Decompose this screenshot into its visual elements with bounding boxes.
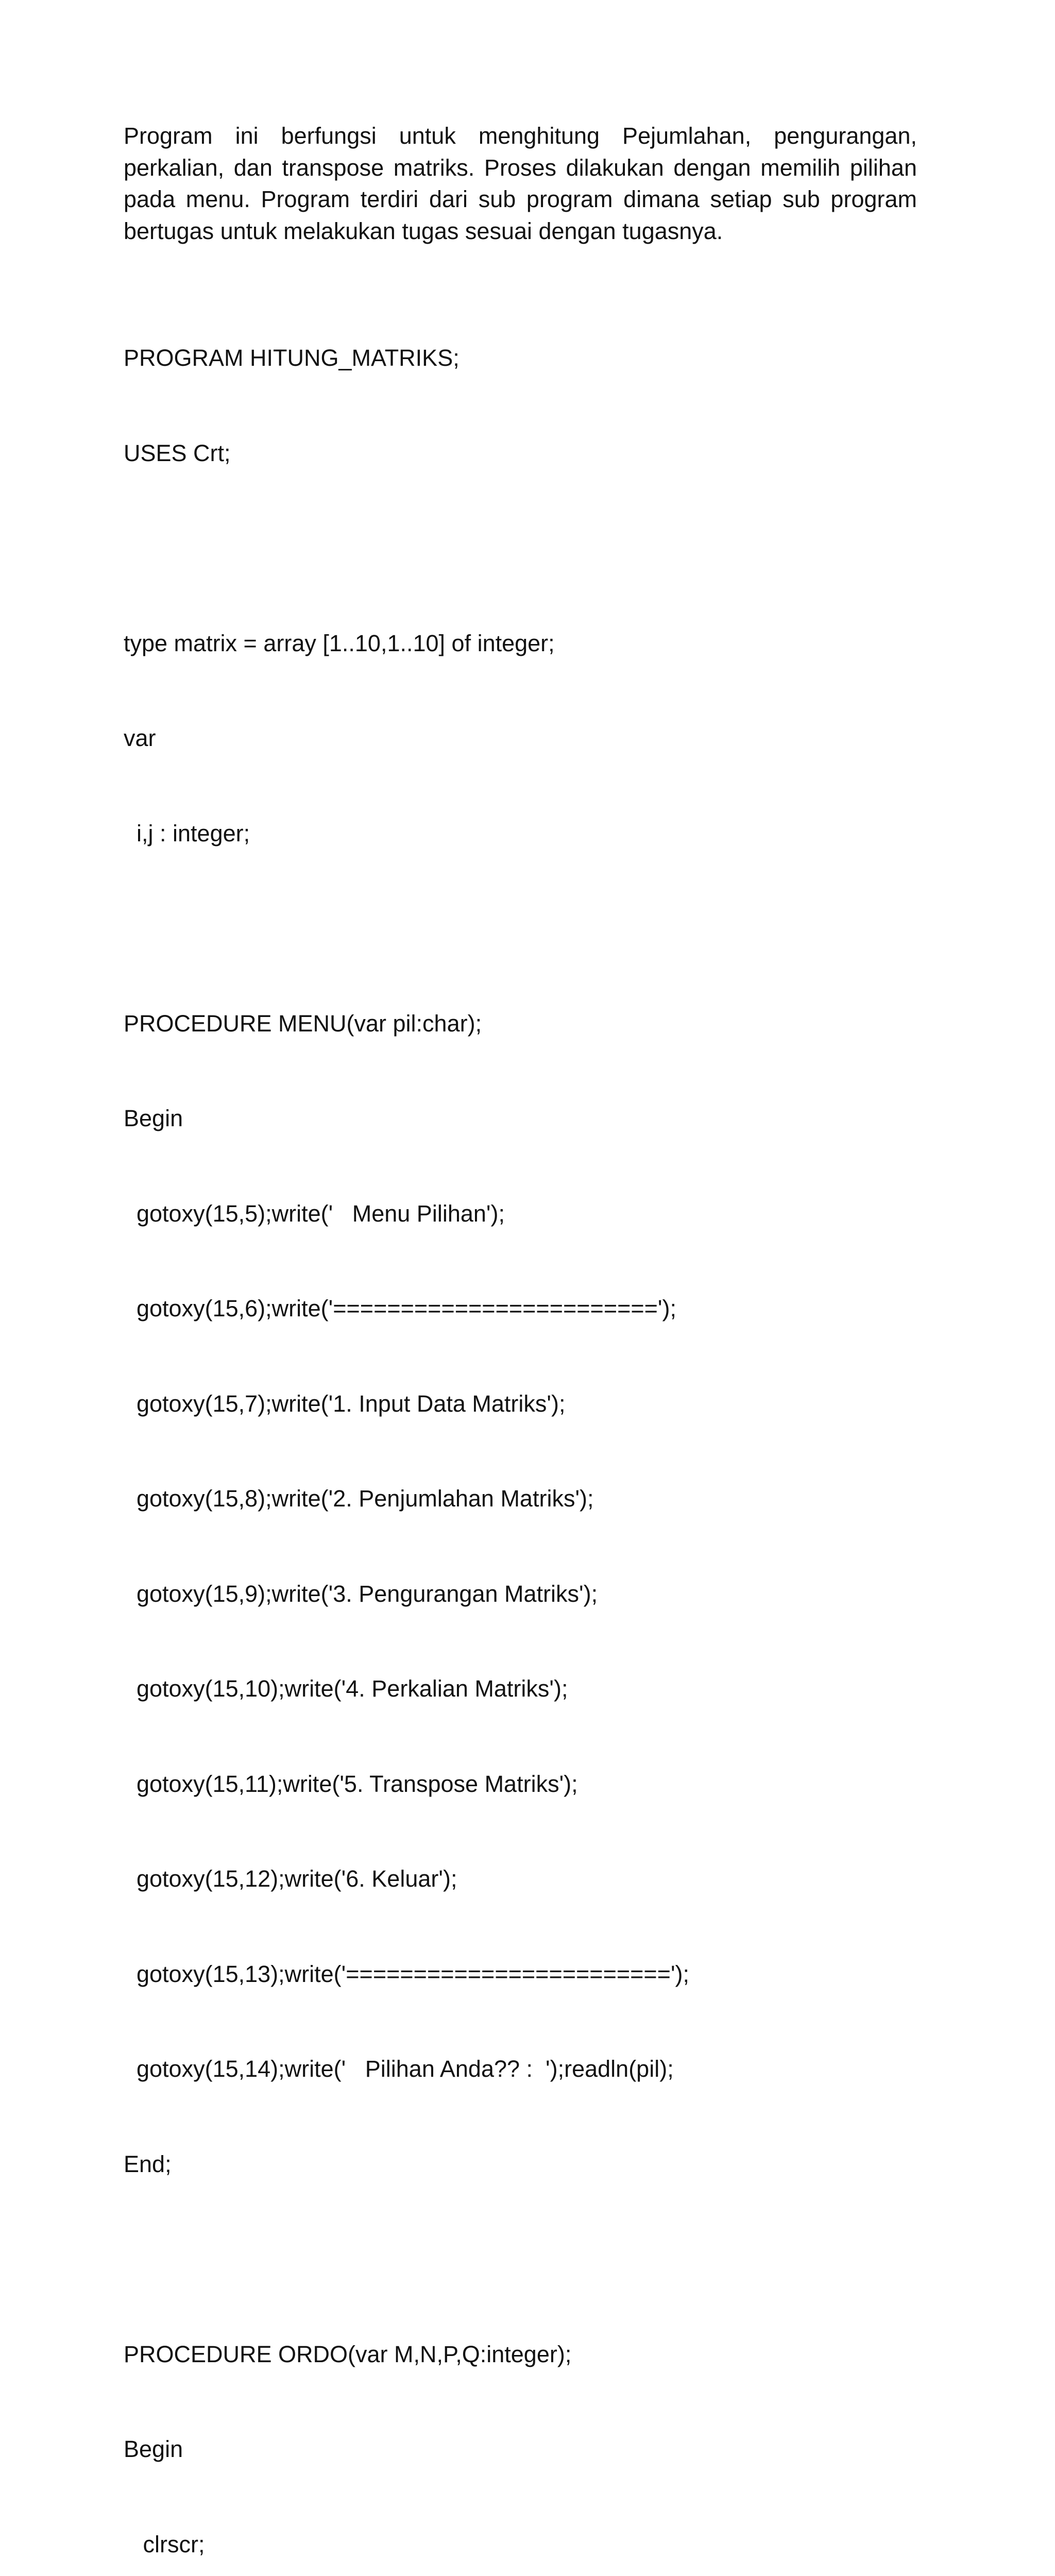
code-line: USES Crt; [124, 439, 231, 466]
code-line: gotoxy(15,8);write('2. Penjumlahan Matriks'); [124, 1485, 594, 1512]
code-line: clrscr; [124, 2531, 205, 2557]
intro-paragraph: Program ini berfungsi untuk menghitung Pejumlahan, pengurangan, perkalian, dan transpose matriks. Proses dilakukan dengan memilih pilihan pada menu. Program terdiri dari sub program dimana setiap sub program bertugas untuk melakukan tugas sesuai dengan tugasnya. [124, 123, 917, 244]
code-line: var [124, 725, 156, 751]
code-line: i,j : integer; [124, 820, 250, 846]
code-line: gotoxy(15,11);write('5. Transpose Matriks'); [124, 1770, 578, 1797]
code-line: PROCEDURE ORDO(var M,N,P,Q:integer); [124, 2341, 572, 2367]
code-line: gotoxy(15,9);write('3. Pengurangan Matriks'); [124, 1580, 598, 1607]
code-line: gotoxy(15,14);write(' Pilihan Anda?? : ');readln(pil); [124, 2056, 674, 2082]
code-line: gotoxy(15,10);write('4. Perkalian Matriks'); [124, 1675, 568, 1702]
code-line: Begin [124, 1105, 183, 1131]
code-line: Begin [124, 2436, 183, 2462]
code-line: gotoxy(15,12);write('6. Keluar'); [124, 1866, 457, 1892]
code-listing [124, 279, 689, 2576]
code-line: PROGRAM HITUNG_MATRIKS; [124, 345, 460, 371]
code-line [124, 912, 689, 944]
code-line: End; [124, 2150, 172, 2177]
code-line: gotoxy(15,13);write('========================'); [124, 1960, 690, 1987]
code-line: type matrix = array [1..10,1..10] of integer; [124, 630, 555, 656]
code-line: PROCEDURE MENU(var pil:char); [124, 1010, 482, 1037]
code-line: gotoxy(15,6);write('========================'); [124, 1295, 677, 1321]
code-line: gotoxy(15,5);write(' Menu Pilihan'); [124, 1200, 505, 1227]
code-line: gotoxy(15,7);write('1. Input Data Matriks'); [124, 1390, 566, 1417]
code-line [124, 532, 689, 564]
code-line [124, 2243, 689, 2275]
